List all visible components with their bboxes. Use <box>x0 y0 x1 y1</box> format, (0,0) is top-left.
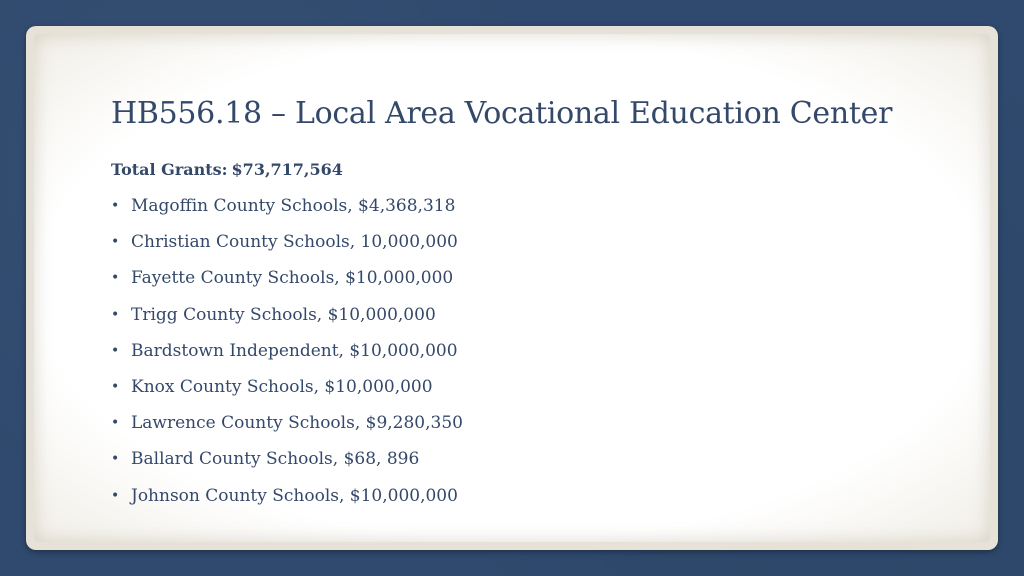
list-item <box>111 375 463 399</box>
bullet-icon: • <box>111 198 120 214</box>
list-item-text: Knox County Schools, $10,000,000 <box>131 376 433 397</box>
bullet-icon: • <box>111 487 120 504</box>
bullet-icon: • <box>111 415 120 432</box>
list-item-text: Christian County Schools, 10,000,000 <box>131 232 458 253</box>
bullet-icon: • <box>111 234 120 251</box>
list-item <box>111 411 463 435</box>
slide-content <box>111 158 463 520</box>
total-grants-value: $73,717,564 <box>231 160 343 179</box>
total-grants-label: Total Grants: <box>111 160 228 179</box>
list-item <box>111 339 463 363</box>
grant-list <box>111 194 463 508</box>
list-item-text: Bardstown Independent, $10,000,000 <box>131 340 458 361</box>
slide-panel <box>34 34 990 542</box>
list-item-text: Fayette County Schools, $10,000,000 <box>131 268 454 289</box>
list-item <box>111 303 463 327</box>
list-item-text: Johnson County Schools, $10,000,000 <box>131 485 458 506</box>
list-item <box>111 447 463 471</box>
list-item <box>111 194 463 218</box>
list-item <box>111 484 463 508</box>
bullet-icon: • <box>111 270 120 287</box>
slide-title: HB556.18 – Local Area Vocational Education Center <box>111 96 893 131</box>
list-item-text: Ballard County Schools, $68, 896 <box>131 449 420 470</box>
list-item <box>111 266 463 290</box>
bullet-icon: • <box>111 378 120 395</box>
list-item-text: Magoffin County Schools, $4,368,318 <box>131 196 456 216</box>
bullet-icon: • <box>111 342 120 359</box>
slide-frame <box>26 26 998 550</box>
bullet-icon: • <box>111 306 120 323</box>
total-grants-line <box>111 158 463 182</box>
bullet-icon: • <box>111 451 120 468</box>
list-item-text: Lawrence County Schools, $9,280,350 <box>131 413 463 434</box>
list-item-text: Trigg County Schools, $10,000,000 <box>131 304 436 325</box>
list-item <box>111 230 463 254</box>
